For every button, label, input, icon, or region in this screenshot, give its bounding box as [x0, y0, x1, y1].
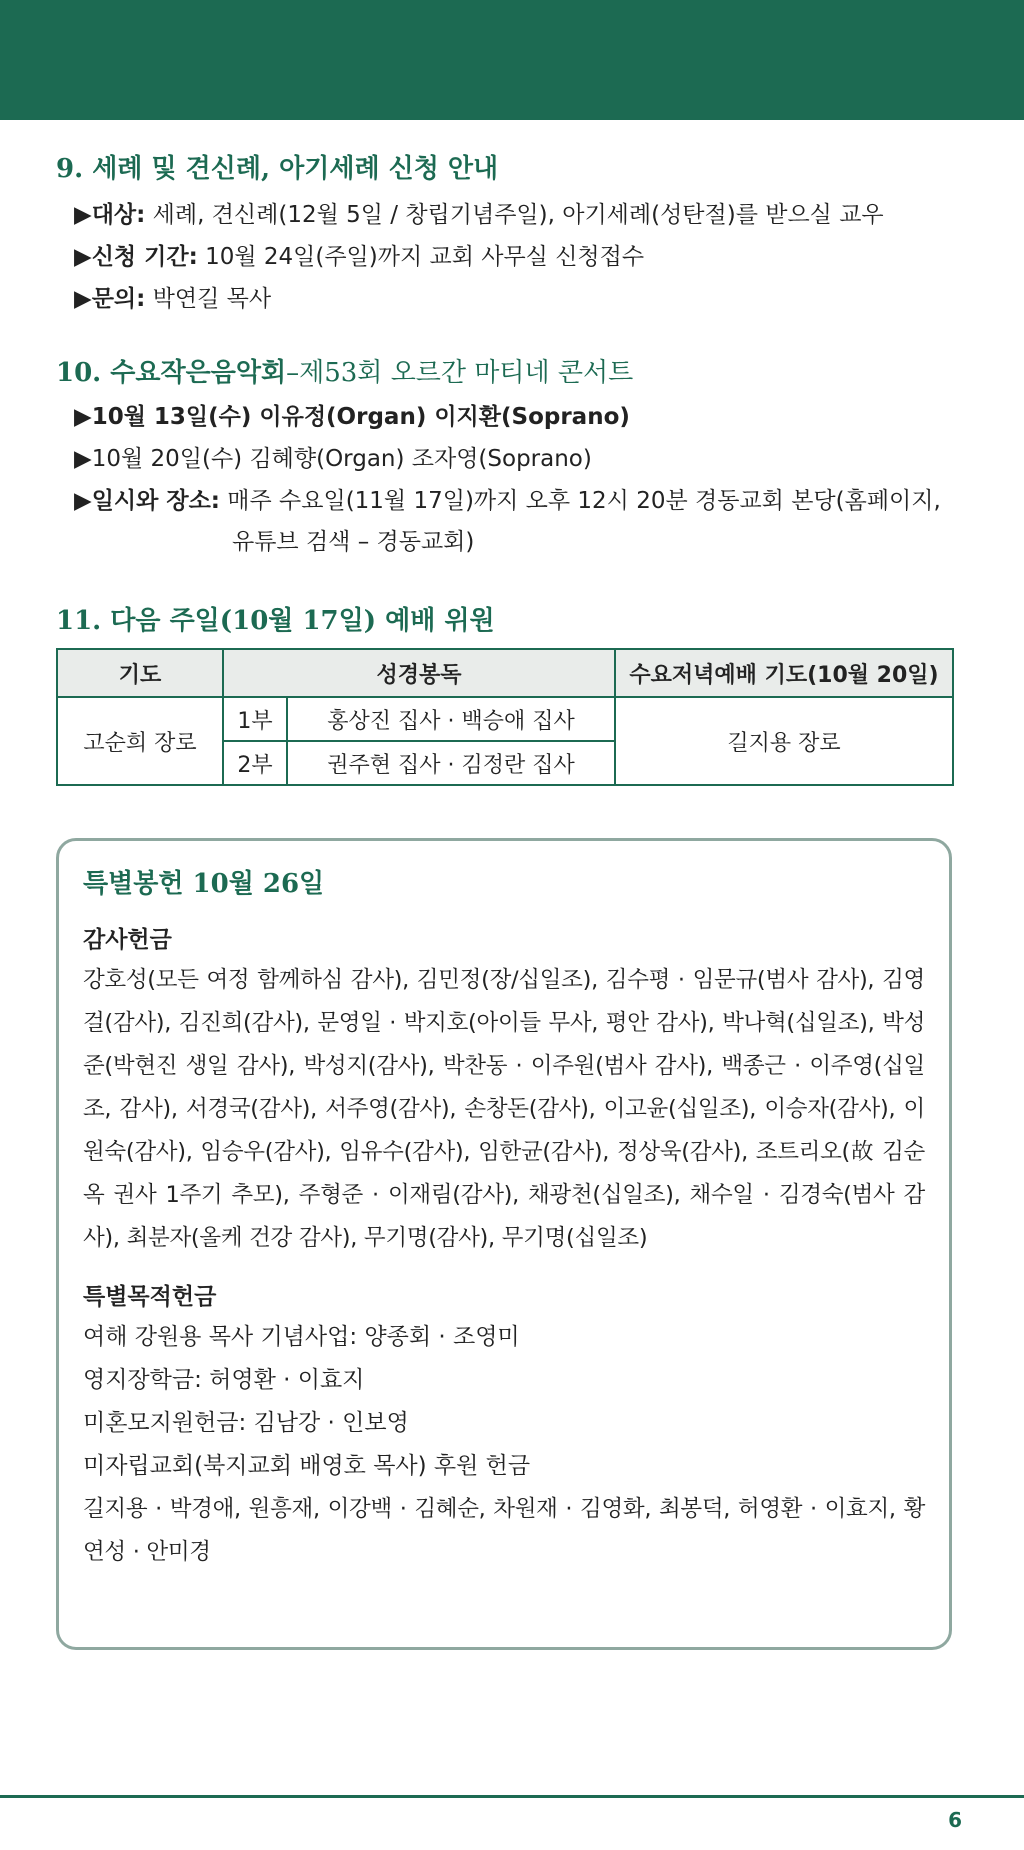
- section-worship-roles: [56, 604, 976, 638]
- worship-roles-table: [56, 648, 954, 786]
- header-wednesday-prayer: 수요저녁예배 기도(10월 20일): [615, 649, 953, 697]
- thanks-offering-list: 강호성(모든 여정 함께하심 감사), 김민정(장/십일조), 김수평 · 임문규(범사 감사), 김영걸(감사), 김진희(감사), 문영일 · 박지호(아이들 무사, 평안 감사), 박나혁(십일조), 박성준(박현진 생일 감사), 박성지(감사), 박찬동 · 이주원(범사 감사), 백종근 · 이주영(십일조, 감사), 서경국(감사), 서주영(감사), 손창돈(감사), 이고윤(십일조), 이승자(감사), 이원숙(감사), 임승우(감사), 임유수(감사), 임한균(감사), 정상욱(감사), 조트리오(故 김순옥 권사 1주기 추모), 주형준 · 이재림(감사), 채광천(십일조), 채수일 · 김경숙(범사 감사), 최분자(올케 건강 감사), 무기명(감사), 무기명(십일조): [83, 967, 925, 1251]
- header-band: [0, 0, 1024, 120]
- item-text: 박연길 목사: [145, 286, 272, 312]
- special-purpose-line: 여해 강원용 목사 기념사업: 양종회 · 조영미: [83, 1324, 520, 1350]
- part-cell: 2부: [223, 741, 287, 785]
- header-reading: 성경봉독: [223, 649, 615, 697]
- page-number: 6: [948, 1808, 962, 1832]
- item-text: 10월 24일(주일)까지 교회 사무실 신청접수: [197, 244, 645, 270]
- readers-cell: 홍상진 집사 · 백승애 집사: [287, 697, 615, 741]
- section-concert: [56, 356, 976, 562]
- table-header-row: [57, 649, 953, 697]
- thanks-offering-heading: 감사헌금: [83, 927, 172, 953]
- table-row: [57, 697, 953, 741]
- special-purpose-line: 미자립교회(북지교회 배영호 목사) 후원 헌금: [83, 1453, 531, 1479]
- offering-title: 특별봉헌 10월 26일: [83, 869, 325, 899]
- section-title: 11. 다음 주일(10월 17일) 예배 위원: [56, 606, 495, 636]
- section-title: 9. 세례 및 견신례, 아기세례 신청 안내: [56, 154, 499, 184]
- item-text: 세례, 견신례(12월 5일 / 창립기념주일), 아기세례(성탄절)를 받으실 교우: [145, 202, 884, 228]
- special-purpose-heading: 특별목적헌금: [83, 1284, 217, 1310]
- concert-schedule: [56, 480, 976, 562]
- special-offering-box: [56, 838, 952, 1650]
- header-prayer: 기도: [57, 649, 223, 697]
- section-baptism: [56, 152, 976, 320]
- item-label: ▶문의:: [74, 286, 146, 312]
- info-item-period: [56, 236, 976, 278]
- concert-line-1: ▶10월 13일(수) 이유정(Organ) 이지환(Soprano): [74, 404, 630, 430]
- part-cell: 1부: [223, 697, 287, 741]
- item-text-continued: 유튜브 검색 – 경동교회): [232, 529, 475, 555]
- support-offering-list: 길지용 · 박경애, 원흥재, 이강백 · 김혜순, 차원재 · 김영화, 최봉덕, 허영환 · 이효지, 황연성 · 안미경: [83, 1496, 925, 1565]
- section-title-sub: –제53회 오르간 마티네 콘서트: [286, 358, 634, 388]
- concert-line-2: ▶10월 20일(수) 김혜향(Organ) 조자영(Soprano): [74, 446, 592, 472]
- item-label: ▶일시와 장소:: [74, 488, 220, 514]
- section-title-main: 10. 수요작은음악회: [56, 358, 287, 388]
- info-item-target: [56, 194, 976, 236]
- section-title: [56, 356, 976, 390]
- item-label: ▶대상:: [74, 202, 146, 228]
- readers-cell: 권주현 집사 · 김정란 집사: [287, 741, 615, 785]
- special-purpose-line: 미혼모지원헌금: 김남강 · 인보영: [83, 1410, 409, 1436]
- wednesday-prayer-cell: 길지용 장로: [615, 697, 953, 785]
- item-label: ▶신청 기간:: [74, 244, 198, 270]
- special-purpose-line: 영지장학금: 허영환 · 이효지: [83, 1367, 365, 1393]
- info-item-contact: [56, 278, 976, 320]
- item-text: 매주 수요일(11월 17일)까지 오후 12시 20분 경동교회 본당(홈페이지,: [219, 488, 941, 514]
- prayer-cell: 고순희 장로: [57, 697, 223, 785]
- footer-rule: [0, 1795, 1024, 1798]
